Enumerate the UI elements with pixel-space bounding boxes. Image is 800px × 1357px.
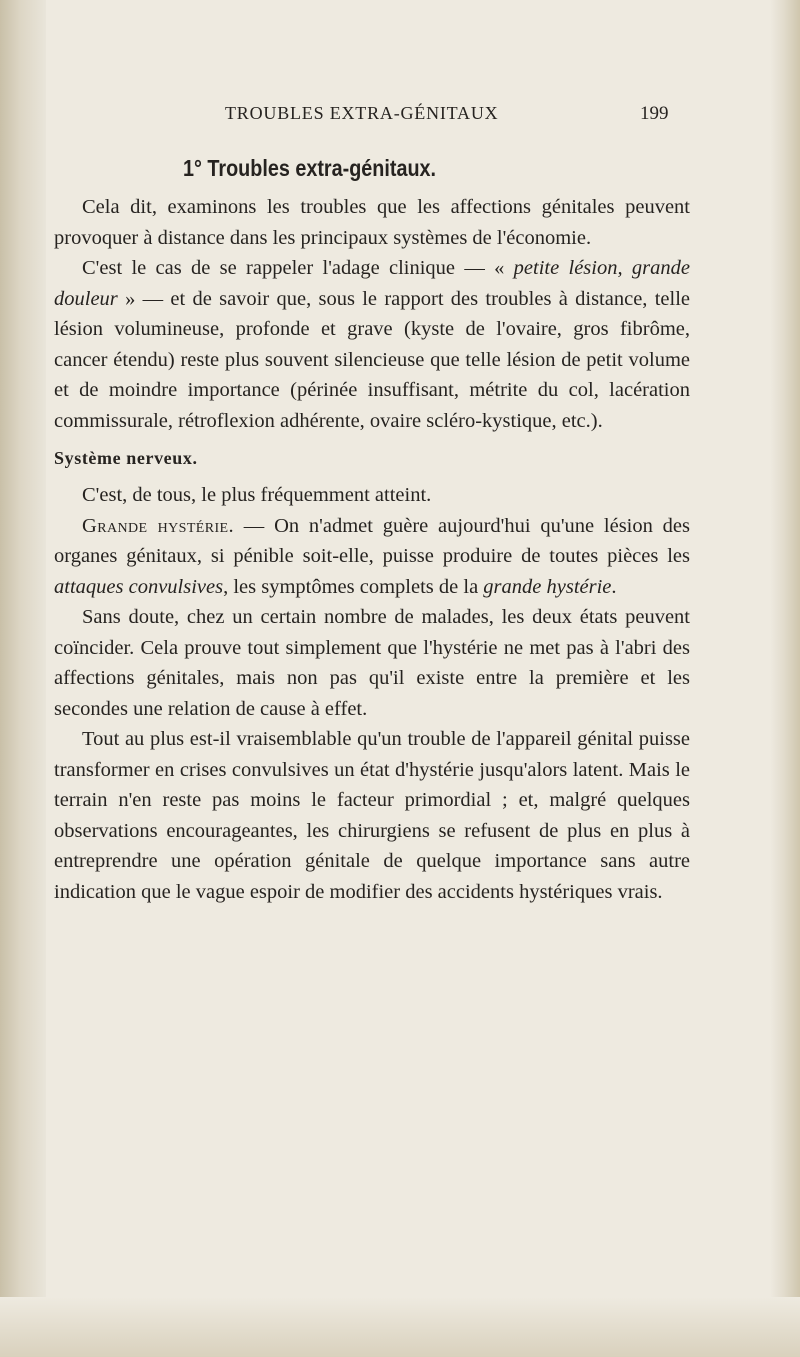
- paragraph-adage-text-after: » — et de savoir que, sous le rapport des troubles à distance, telle lésion volumineuse, profonde et grave (kyste de l'ovaire, gros fibrôme, cancer étendu) reste plus souvent silencieuse que telle lésion de petit volume et de moindre importance (périnée insuffisant, métrite du col, lacération commissurale, rétroflexion adhérente, ovaire scléro-kystique, etc.).: [54, 287, 690, 432]
- grande-hysterie-italic-1: attaques convulsives: [54, 575, 224, 598]
- page-edge-right: [770, 0, 800, 1357]
- paragraph-adage-text-before: C'est le cas de se rappeler l'adage clinique — «: [82, 257, 514, 279]
- paragraph-grande-hysterie: [54, 511, 690, 603]
- page-edge-left: [0, 0, 46, 1357]
- running-title: TROUBLES EXTRA-GÉNITAUX: [225, 103, 499, 123]
- subsection-heading: Système nerveux.: [54, 448, 198, 468]
- page-body: [54, 152, 690, 907]
- paragraph-adage-italic: petite lésion, grande douleur: [54, 257, 690, 310]
- paragraph-intro: Cela dit, examinons les troubles que les affections génitales peuvent provoquer à distance dans les principaux systèmes de l'économie.: [54, 196, 690, 249]
- page-bottom: [0, 1297, 800, 1357]
- grande-hysterie-text-1: — On n'admet guère aujourd'hui qu'une lésion des organes génitaux, si pénible soit-elle, puisse produire de toutes pièces les: [54, 514, 690, 567]
- grande-hysterie-italic-2: grande hystérie: [483, 575, 612, 598]
- grande-hysterie-text-3: .: [611, 575, 617, 598]
- grande-hysterie-label: Grande hystérie.: [82, 514, 234, 537]
- paragraph-conclusion: Tout au plus est-il vraisemblable qu'un trouble de l'appareil génital puisse transformer en crises convulsives un état d'hystérie jusqu'alors latent. Mais le terrain n'en reste pas moins le facteur primordial ; et, malgré quelques observations encourageantes, les chirurgiens se refusent de plus en plus à entreprendre une opération génitale de quelque importance sans autre indication que le vague espoir de modifier des accidents hystériques vrais.: [54, 728, 690, 903]
- page-header: [0, 103, 800, 123]
- grande-hysterie-text-2: , les symptômes complets de la: [223, 575, 484, 598]
- paragraph-coincidence: Sans doute, chez un certain nombre de malades, les deux états peuvent coïncider. Cela prouve tout simplement que l'hystérie ne met pas à l'abri des affections génitales, mais non pas qu'il existe entre la première et les secondes une relation de cause à effet.: [54, 606, 690, 720]
- section-heading: 1° Troubles extra-génitaux.: [183, 155, 437, 181]
- paragraph-adage: [54, 253, 690, 436]
- page-number: 199: [640, 103, 669, 124]
- paragraph-frequency: C'est, de tous, le plus fréquemment atteint.: [82, 484, 432, 506]
